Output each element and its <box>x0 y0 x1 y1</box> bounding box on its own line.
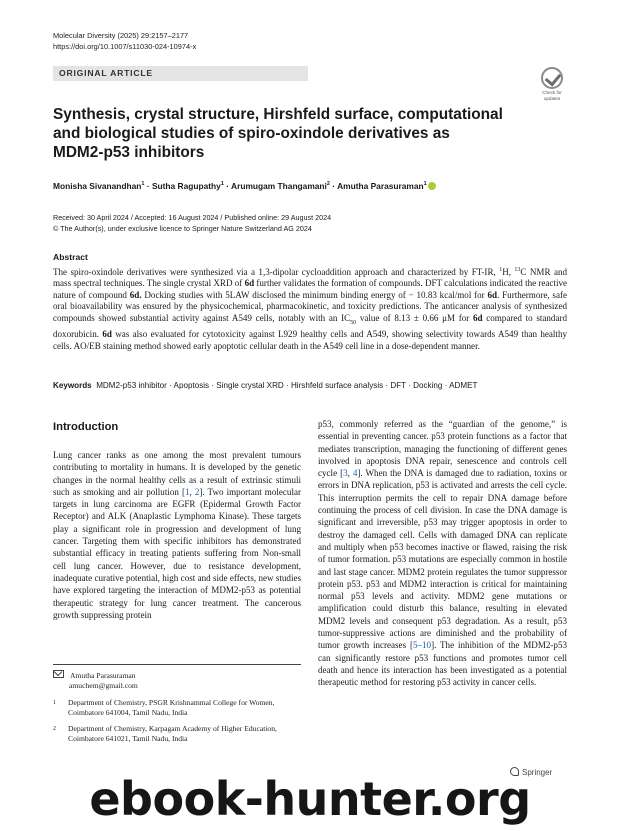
author-separator: · <box>144 180 152 191</box>
author-name[interactable]: Arumugam Thangamani <box>231 180 327 191</box>
article-type-banner: ORIGINAL ARTICLE <box>53 66 308 81</box>
check-for-updates-icon <box>541 67 563 89</box>
affiliation-text: Department of Chemistry, PSGR Krishnammal College for Women, Coimbatore 641004, Tamil Nadu, India <box>68 698 275 718</box>
citation-link[interactable]: 3 <box>343 468 348 479</box>
author-affiliation-mark: 1 <box>423 181 427 187</box>
journal-citation: Molecular Diversity (2025) 29:2157–2177 <box>53 31 189 40</box>
check-for-updates-badge[interactable] <box>537 67 567 101</box>
abstract-body: The spiro-oxindole derivatives were synthesized via a 1,3-dipolar cycloaddition approach and characterized by FT-IR, $^1$H, $^{13}$C NMR and mass spectral techniques. The single crystal XRD of 6d further validates the formation of compounds. DFT calculations indicated the reactive nature of compound 6d. Docking studies with 5LAW disclosed the minimum binding energy of − 10.83 kcal/mol for 6d. Furthermore, safe oral bioavailability was ensured by the physicochemical, pharmacokinetic, and toxicity predictions. The anticancer analysis of synthesized compounds showed substantial activity against A549 cells, notably with an $IC_{50}$ value of 8.13 ± 0.66 μM for 6d compared to standard doxorubicin. 6d was also evaluated for cytotoxicity against L929 healthy cells and A549, showing selectivity towards A549 than healthy cells. AO/EB staining method showed early apoptotic cellular death in the A549 cell line in a dose-dependent manner. <box>53 267 568 351</box>
keywords-label: Keywords <box>53 381 92 390</box>
author-separator: · <box>223 180 232 191</box>
author-name[interactable]: Monisha Sivanandhan <box>53 180 142 191</box>
envelope-icon <box>53 670 64 678</box>
watermark: ebook-hunter.org <box>89 772 531 826</box>
citation-link[interactable]: 5–10 <box>412 640 432 651</box>
author-affiliation-mark: 1 <box>141 181 145 187</box>
keywords-list: MDM2-p53 inhibitor · Apoptosis · Single crystal XRD · Hirshfeld surface analysis · DFT · Docking · ADMET <box>96 381 478 390</box>
footnote-divider <box>53 664 301 665</box>
introduction-heading: Introduction <box>53 421 119 433</box>
abstract-heading: Abstract <box>53 252 88 262</box>
keywords <box>53 380 573 392</box>
corresponding-author <box>53 670 301 691</box>
article-dates <box>53 212 331 234</box>
journal-header <box>53 30 196 52</box>
citation-link[interactable]: 2 <box>194 486 200 497</box>
affiliation-number: 2 <box>53 726 56 732</box>
affiliation-2 <box>53 724 301 744</box>
introduction-left-column: Lung cancer ranks as one among the most prevalent tumours contributing to mortality in humans. It is developed by the genetic changes in the normal healthy cells as a result of extrinsic stimuli such as smoking and air pollution [1, 2]. Two important molecular targets in lung carcinoma are EGFR (Epidermal Growth Factor Receptor) and ALK (Anaplastic Lymphoma Kinase). These targets play a significant role in progression and development of lung cancer. Targeting them with specific inhibitors has demonstrated substantial efficacy in treating patients suffering from Non-small cell lung cancer. However, due to resistance development, inadequate curative potential, high cost and side effects, new studies have explored targeting the interaction of MDM2-p53 as potential therapeutic strategy for lung cancer treatment. The cancerous growth suppressing protein <box>53 450 301 620</box>
author-name[interactable]: Sutha Ragupathy <box>151 180 221 191</box>
affiliation-1 <box>53 698 301 718</box>
affiliation-text: Department of Chemistry, Karpagam Academy of Higher Education, Coimbatore 641021, Tamil Nadu, India <box>68 724 277 744</box>
affiliation-number: 1 <box>53 700 56 706</box>
corresponding-email[interactable]: amuchem@gmail.com <box>69 681 138 691</box>
article-title: Synthesis, crystal structure, Hirshfeld surface, computational and biological studies of spiro-oxindole derivatives as MDM2-p53 inhibitors <box>53 106 503 161</box>
publisher-name: Springer <box>522 768 553 777</box>
orcid-icon[interactable] <box>428 182 436 190</box>
copyright-line: © The Author(s), under exclusive licence to Springer Nature Switzerland AG 2024 <box>53 224 312 233</box>
author-affiliation-mark: 1 <box>220 181 224 187</box>
author-name[interactable]: Amutha Parasuraman <box>337 180 424 191</box>
doi-link[interactable]: https://doi.org/10.1007/s11030-024-10974-x <box>53 42 197 51</box>
check-updates-label-1: Check for <box>542 90 562 95</box>
author-affiliation-mark: 2 <box>326 181 330 187</box>
check-updates-label-2: updates <box>543 95 561 101</box>
author-list <box>53 178 573 192</box>
history-dates: Received: 30 April 2024 / Accepted: 16 August 2024 / Published online: 29 August 2024 <box>53 213 332 222</box>
author-separator: · <box>329 180 338 191</box>
citation-link[interactable]: 1 <box>184 486 190 497</box>
citation-link[interactable]: 4 <box>352 468 358 479</box>
introduction-right-column: p53, commonly referred as the “guardian of the genome,” is essential in preventing cancer. p53 protein functions as a factor that mediates transcription, managing the functioning of different genes involved in apoptosis DNA repair, senescence and controls cell cycle [3, 4]. When the DNA is damaged due to radiation, toxins or errors in DNA replication, p53 is activated and arrests the cell cycle. This interruption permits the cell to repair DNA damage before continuing the process of cell division. In case the DNA damage is significant and irreversible, p53 may trigger apoptosis in order to destroy the damaged cell. Cells with damaged DNA can replicate and multiply when p53 becomes inactive or flawed, raising the risk of tumor formation. p53 mutations are especially common in hostile and last stage cancer. MDM2 protein regulates the tumor suppressor protein p53. p53 and MDM2 interaction is critical for maintaining normal p53 levels and activity. MDM2 gene mutations or amplification could disturb this balance, resulting in elevated MDM2 levels and consequent p53 degradation. As a result, p53 tumor-suppressive actions are diminished and the probability of tumor growth increases [5–10]. The inhibition of the MDM2-p53 can significantly restore p53 functions and promotes tumor cell death and hence its interaction has been investigated as a potential therapeutic method for restoring p53 activity in cancer cells. <box>318 419 567 688</box>
corresponding-name: Amutha Parasuraman <box>70 671 136 680</box>
